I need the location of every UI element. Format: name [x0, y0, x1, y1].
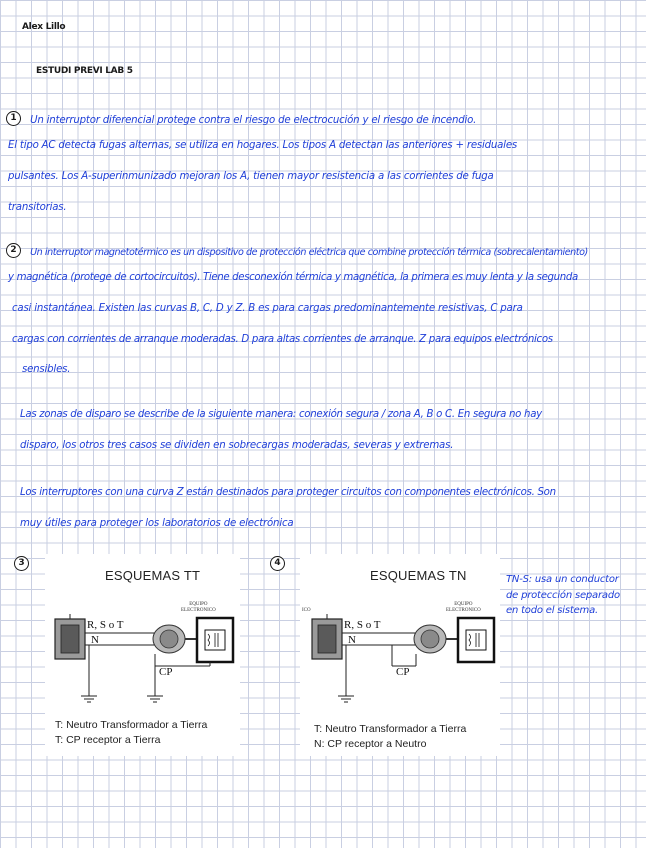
q2-para2-line-1: Las zonas de disparo se describe de la siguiente manera: conexión segura / zona A, B o C. En segura no hay: [20, 409, 542, 420]
q2-line-4: cargas con corrientes de arranque moderadas. D para altas corrientes de arranque. Z para equipos electrónicos: [12, 334, 553, 345]
q2-line-3: casi instantánea. Existen las curvas B, C, D y Z. B es para cargas predominantemente resistivas, C para: [12, 303, 523, 314]
ground-icon-right: [147, 696, 163, 702]
question-1-number: 1: [6, 111, 21, 126]
tn-caption-line-2: N: CP receptor a Neutro: [314, 738, 427, 750]
q2-para2-line-2: disparo, los otros tres casos se dividen en sobrecargas moderadas, severas y extremas.: [20, 440, 454, 451]
page-title: ESTUDI PREVI LAB 5: [36, 66, 133, 76]
tn-neutral-label: N: [348, 634, 356, 646]
tn-s-note-line-2: de protección separado: [506, 589, 620, 601]
figure-tt-scheme: [45, 554, 240, 756]
tn-phase-label: R, S o T: [344, 619, 381, 631]
figure-tt-title: ESQUEMAS TT: [105, 568, 201, 583]
question-1: [6, 108, 476, 127]
tt-cp-label: CP: [159, 666, 173, 678]
figure-tn-title: ESQUEMAS TN: [370, 568, 467, 583]
question-2-number: 2: [6, 243, 21, 258]
tt-caption-line-2: T: CP receptor a Tierra: [55, 734, 161, 746]
question-2: [6, 240, 646, 259]
equipment-label-line-1: EQUIPO: [189, 602, 208, 607]
tt-caption: [55, 718, 207, 748]
question-3-number: 3: [14, 556, 29, 571]
tn-cp-label: CP: [396, 666, 410, 678]
q2-line-5: sensibles.: [22, 364, 71, 375]
tn-caption: [314, 722, 466, 752]
tn-left-fragment: ICO: [302, 608, 311, 613]
q1-line-3: pulsantes. Los A-superinmunizado mejoran los A, tienen mayor resistencia a las corrientes de fuga: [8, 171, 494, 182]
q1-line-1: Un interruptor diferencial protege contra el riesgo de electrocución y el riesgo de incendio.: [30, 115, 477, 126]
figure-tn-scheme: [300, 554, 500, 756]
q2-para3-line-1: Los interruptores con una curva Z están destinados para proteger circuitos con componentes electrónicos. Son: [20, 487, 556, 498]
q1-line-2: El tipo AC detecta fugas alternas, se utiliza en hogares. Los tipos A detectan las anteriores + residuales: [8, 140, 517, 151]
tn-s-note-line-3: en todo el sistema.: [506, 605, 598, 616]
tn-caption-line-1: T: Neutro Transformador a Tierra: [314, 723, 467, 735]
author-name: Alex Lillo: [22, 22, 66, 32]
q1-line-4: transitorias.: [8, 202, 67, 213]
q2-line-1: Un interruptor magnetotérmico es un dispositivo de protección eléctrica que combine protección térmica (sobrecalentamiento): [30, 247, 588, 258]
equipment-label-line-2: ELECTRONICO: [181, 608, 216, 613]
tt-neutral-label: N: [91, 634, 99, 646]
tt-phase-label: R, S o T: [87, 619, 124, 631]
tn-s-note-line-1: TN-S: usa un conductor: [506, 574, 619, 585]
q2-para3-line-2: muy útiles para proteger los laboratorios de electrónica: [20, 518, 294, 529]
ground-icon-left: [338, 696, 354, 702]
equipment-label-line-1: EQUIPO: [454, 602, 473, 607]
equipment-label-line-2: ELECTRONICO: [446, 608, 481, 613]
tn-s-note: [506, 572, 620, 619]
tt-caption-line-1: T: Neutro Transformador a Tierra: [55, 719, 208, 731]
q2-line-2: y magnética (protege de cortocircuitos). Tiene desconexión térmica y magnética, la primera es muy lenta y la segunda: [8, 272, 578, 283]
ground-icon-left: [81, 696, 97, 702]
question-4-number: 4: [270, 556, 285, 571]
